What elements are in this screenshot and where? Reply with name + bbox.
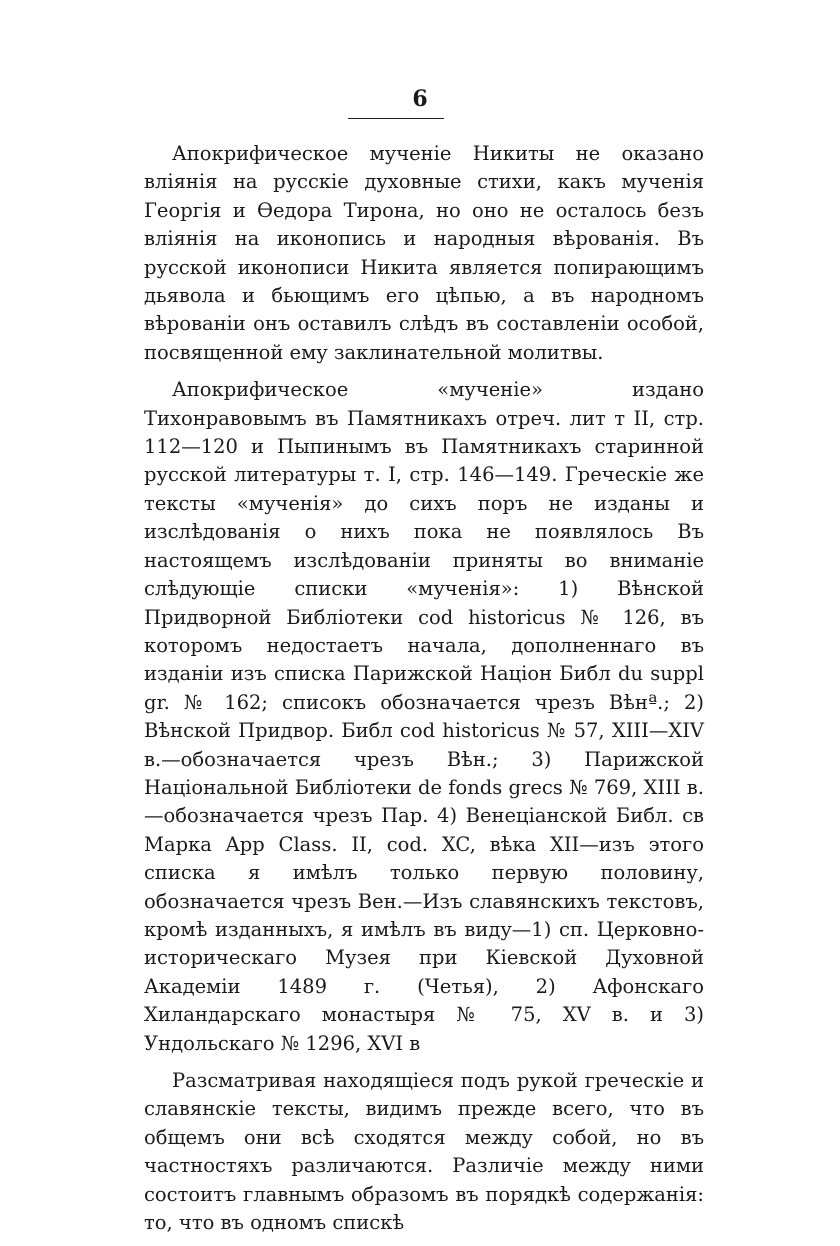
paragraph-2: Апокрифическое «мученіе» издано Тихонравовымъ въ Памятникахъ отреч. лит т II, стр. 112—120 и Пыпинымъ въ Памятникахъ старинной русской литературы т. I, стр. 146—149. Греческіе же тексты «мученія» до сихъ поръ не изданы и изслѣдованія о нихъ пока не появлялось Въ настоящемъ изслѣдованіи приняты во вниманіе слѣдующіе списки «мученія»: 1) Вѣнской Придворной Библіотеки cod historicus № 126, въ которомъ недостаетъ начала, дополненнаго въ изданіи изъ списка Парижской Націон Библ du suppl gr. № 162; списокъ обозначается чрезъ Вѣнª.; 2) Вѣнской Придвор. Библ cod historicus № 57, XIII—XIV в.—обозначается чрезъ Вѣн.; 3) Парижской Національной Библіотеки de fonds grecs № 769, XIII в.—обозначается чрезъ Пар. 4) Венеціанской Библ. св Марка App Class. II, cod. XC, вѣка XII—изъ этого списка я имѣлъ только первую половину, обозначается чрезъ Вен.—Изъ славянскихъ текстовъ, кромѣ изданныхъ, я имѣлъ въ виду—1) сп. Церковно-историческаго Музея при Кіевской Духовной Академіи 1489 г. (Четья), 2) Афонскаго Хиландарскаго монастыря № 75, XV в. и 3) Ундольскаго № 1296, XVI в (144, 378, 704, 1055)
header-rule (348, 118, 444, 119)
paragraph-1: Апокрифическое мученіе Никиты не оказано вліянія на русскіе духовные стихи, какъ мученія Георгія и Өедора Тирона, но оно не осталось безъ вліянія на иконопись и народныя вѣрованія. Въ русской иконописи Никита является попирающимъ дьявола и бьющимъ его цѣпью, а въ народномъ вѣрованіи онъ оставилъ слѣдъ въ составленіи особой, посвященной ему заклинательной молитвы. (144, 142, 704, 364)
paragraph-3: Разсматривая находящіеся подъ рукой греческіе и славянскіе тексты, видимъ прежде всего, что въ общемъ они всѣ сходятся между собой, но въ частностяхъ различаются. Различіе между ними состоитъ главнымъ образомъ въ порядкѣ содержанія: то, что въ одномъ спискѣ (144, 1069, 704, 1235)
page-number: 6 (412, 86, 428, 112)
body-text (144, 140, 704, 1246)
